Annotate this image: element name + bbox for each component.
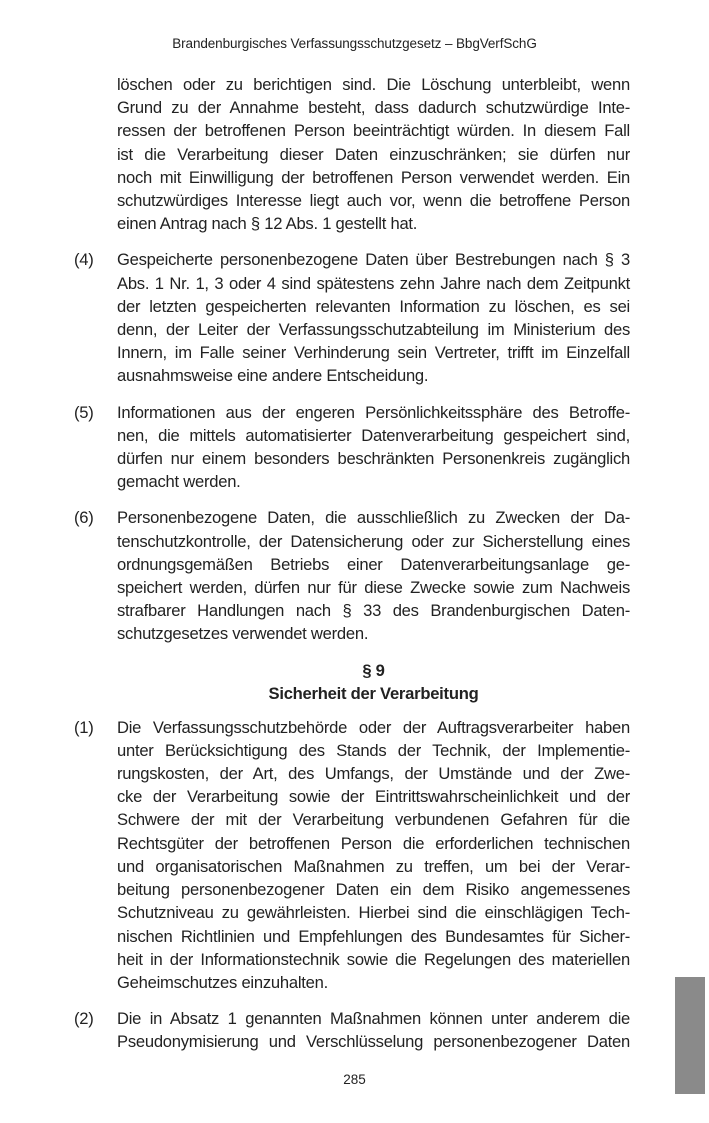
text-line: ist die Verarbeitung dieser Daten einzuschränken; sie dürfen nur bbox=[117, 144, 630, 164]
section-title: Sicherheit der Verarbeitung bbox=[268, 684, 479, 704]
text-line: schutzwürdiges Interesse liegt auch vor, wenn die betroffene Person bbox=[117, 191, 630, 211]
text-line: noch mit Einwilligung der betroffenen Person verwendet werden. Ein bbox=[117, 167, 630, 187]
running-header: Brandenburgisches Verfassungsschutzgesetz – BbgVerfSchG bbox=[172, 36, 537, 51]
text-line: Schutzniveau zu gewährleisten. Hierbei sind die einschlägigen Tech- bbox=[117, 903, 630, 923]
text-line: dürfen nur einem besonders beschränkten Personenkreis zugänglich bbox=[117, 449, 630, 469]
text-line: Abs. 1 Nr. 1, 3 oder 4 sind spätestens zehn Jahre nach dem Zeitpunkt bbox=[117, 273, 630, 293]
paragraph-number: (4) bbox=[74, 250, 94, 270]
text-line: ressen der betroffenen Person beeinträchtigt würden. In diesem Fall bbox=[117, 121, 630, 141]
text-line: Innern, im Falle seiner Verhinderung sein Vertreter, trifft im Einzelfall bbox=[117, 343, 630, 363]
text-line: nischen Richtlinien und Empfehlungen des Bundesamtes für Sicher- bbox=[117, 926, 630, 946]
text-line: Die Verfassungsschutzbehörde oder der Auftragsverarbeiter haben bbox=[117, 717, 630, 737]
text-line: Die in Absatz 1 genannten Maßnahmen können unter anderem die bbox=[117, 1009, 630, 1029]
paragraph-2 bbox=[74, 1007, 630, 1053]
text-line: Gespeicherte personenbezogene Daten über Bestrebungen nach § 3 bbox=[117, 250, 630, 270]
continued-paragraph bbox=[80, 73, 630, 235]
text-line: und organisatorischen Maßnahmen zu treffen, um bei der Verar- bbox=[117, 856, 630, 876]
section-heading bbox=[80, 659, 630, 706]
paragraph-number: (2) bbox=[74, 1009, 94, 1029]
text-line: unter Berücksichtigung des Stands der Technik, der Implementie- bbox=[117, 740, 630, 760]
text-line: speichert werden, dürfen nur für diese Zwecke sowie zum Nachweis bbox=[117, 578, 630, 598]
text-line: Geheimschutzes einzuhalten. bbox=[117, 972, 328, 992]
text-line: rungskosten, der Art, des Umfangs, der Umstände und der Zwe- bbox=[117, 764, 630, 784]
page-number: 285 bbox=[343, 1072, 366, 1087]
text-line: Schwere der mit der Verarbeitung verbundenen Gefahren für die bbox=[117, 810, 630, 830]
text-line: nen, die mittels automatisierter Datenverarbeitung gespeichert sind, bbox=[117, 425, 630, 445]
text-line: Personenbezogene Daten, die ausschließlich zu Zwecken der Da- bbox=[117, 508, 630, 528]
text-line: Informationen aus der engeren Persönlichkeitssphäre des Betroffe- bbox=[117, 402, 630, 422]
text-line: Grund zu der Annahme besteht, dass dadurch schutzwürdige Inte- bbox=[117, 98, 630, 118]
paragraph-number: (5) bbox=[74, 402, 94, 422]
text-line: Rechtsgüter der betroffenen Person die erforderlichen technischen bbox=[117, 833, 630, 853]
text-line: ordnungsgemäßen Betriebs einer Datenverarbeitungsanlage ge- bbox=[117, 554, 630, 574]
text-line: strafbarer Handlungen nach § 33 des Brandenburgischen Daten- bbox=[117, 601, 630, 621]
text-line: löschen oder zu berichtigen sind. Die Löschung unterbleibt, wenn bbox=[117, 75, 630, 94]
paragraph-number: (6) bbox=[74, 508, 94, 528]
paragraph-5 bbox=[74, 401, 630, 494]
text-line: gemacht werden. bbox=[117, 472, 241, 492]
text-line: denn, der Leiter der Verfassungsschutzabteilung im Ministerium des bbox=[117, 320, 630, 340]
section-number: § 9 bbox=[362, 660, 385, 680]
text-line: tenschutzkontrolle, der Datensicherung oder zur Sicherstellung eines bbox=[117, 531, 630, 551]
text-line: cke der Verarbeitung sowie der Eintrittswahrscheinlichkeit und der bbox=[117, 787, 630, 807]
paragraph-1 bbox=[74, 716, 630, 994]
text-line: heit in der Informationstechnik sowie die Regelungen des materiellen bbox=[117, 949, 630, 969]
paragraph-6 bbox=[74, 506, 630, 645]
text-line: Pseudonymisierung und Verschlüsselung personenbezogener Daten bbox=[117, 1032, 630, 1052]
text-line: einen Antrag nach § 12 Abs. 1 gestellt hat. bbox=[117, 214, 418, 234]
text-line: schutzgesetzes verwendet werden. bbox=[117, 624, 369, 644]
text-line: der letzten gespeicherten relevanten Information zu löschen, es sei bbox=[117, 296, 630, 316]
text-line: beitung personenbezogener Daten ein dem Risiko angemessenes bbox=[117, 880, 630, 900]
thumb-index-tab bbox=[675, 977, 705, 1094]
paragraph-number: (1) bbox=[74, 717, 94, 737]
page-body bbox=[74, 73, 630, 1054]
paragraph-4 bbox=[74, 248, 630, 387]
text-line: ausnahmsweise eine andere Entscheidung. bbox=[117, 366, 429, 386]
